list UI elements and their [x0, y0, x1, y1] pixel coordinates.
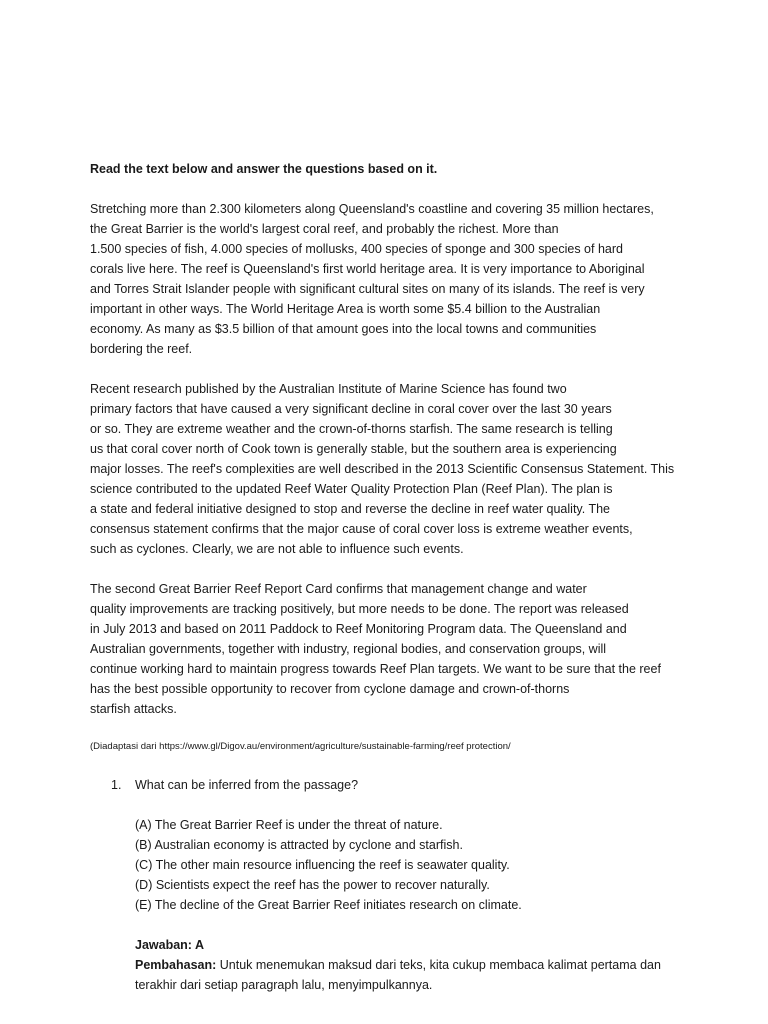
paragraph-line: major losses. The reef's complexities are well described in the 2013 Scientific Consensus Statement. This [90, 462, 675, 476]
answer-key [135, 935, 690, 955]
paragraph-line: has the best possible opportunity to recover from cyclone damage and crown-of-thorns [90, 682, 570, 696]
explanation-line-1 [135, 955, 690, 975]
option-d: (D) Scientists expect the reef has the power to recover naturally. [135, 878, 490, 892]
paragraph-line: a state and federal initiative designed to stop and reverse the decline in reef water quality. The [90, 502, 610, 516]
paragraph-3 [90, 579, 690, 719]
paragraph-line: consensus statement confirms that the major cause of coral cover loss is extreme weather events, [90, 522, 633, 536]
paragraph-1 [90, 199, 690, 359]
paragraph-line: starfish attacks. [90, 702, 177, 716]
question-1 [90, 775, 690, 995]
question-number: 1. [111, 778, 122, 792]
option-a: (A) The Great Barrier Reef is under the threat of nature. [135, 818, 443, 832]
option-b: (B) Australian economy is attracted by cyclone and starfish. [135, 838, 463, 852]
option-e: (E) The decline of the Great Barrier Reef initiates research on climate. [135, 898, 522, 912]
answer-label: Jawaban: A [135, 938, 205, 952]
paragraph-line: The second Great Barrier Reef Report Card confirms that management change and water [90, 582, 587, 596]
paragraph-line: or so. They are extreme weather and the crown-of-thorns starfish. The same research is telling [90, 422, 613, 436]
paragraph-line: bordering the reef. [90, 342, 193, 356]
paragraph-line: primary factors that have caused a very significant decline in coral cover over the last 30 years [90, 402, 612, 416]
paragraph-line: Australian governments, together with industry, regional bodies, and conservation groups, will [90, 642, 607, 656]
answer-options [135, 815, 690, 915]
paragraph-2 [90, 379, 690, 559]
document-page [90, 159, 690, 995]
paragraph-line: continue working hard to maintain progress towards Reef Plan targets. We want to be sure that the reef [90, 662, 661, 676]
explanation-label: Pembahasan: [135, 958, 217, 972]
explanation [135, 955, 690, 995]
paragraph-line: such as cyclones. Clearly, we are not able to influence such events. [90, 542, 464, 556]
paragraph-line: 1.500 species of fish, 4.000 species of mollusks, 400 species of sponge and 300 species of hard [90, 242, 623, 256]
paragraph-line: and Torres Strait Islander people with significant cultural sites on many of its islands. The reef is very [90, 282, 645, 296]
option-c: (C) The other main resource influencing the reef is seawater quality. [135, 858, 510, 872]
paragraph-line: quality improvements are tracking positively, but more needs to be done. The report was released [90, 602, 629, 616]
explanation-text: Untuk menemukan maksud dari teks, kita cukup membaca kalimat pertama dan [216, 958, 661, 972]
paragraph-line: important in other ways. The World Heritage Area is worth some $5.4 billion to the Australian [90, 302, 601, 316]
question-text: What can be inferred from the passage? [135, 778, 359, 792]
paragraph-line: Stretching more than 2.300 kilometers along Queensland's coastline and covering 35 million hectares, [90, 202, 654, 216]
paragraph-line: Recent research published by the Australian Institute of Marine Science has found two [90, 382, 567, 396]
source-citation: (Diadaptasi dari https://www.gl/Digov.au/environment/agriculture/sustainable-farming/reef protection/ [90, 741, 511, 752]
instruction-heading: Read the text below and answer the questions based on it. [90, 162, 438, 176]
paragraph-line: corals live here. The reef is Queensland's first world heritage area. It is very importance to Aboriginal [90, 262, 645, 276]
paragraph-line: science contributed to the updated Reef Water Quality Protection Plan (Reef Plan). The plan is [90, 482, 613, 496]
paragraph-line: us that coral cover north of Cook town is generally stable, but the southern area is experiencing [90, 442, 617, 456]
explanation-line-2: terakhir dari setiap paragraph lalu, menyimpulkannya. [135, 978, 433, 992]
paragraph-line: economy. As many as $3.5 billion of that amount goes into the local towns and communities [90, 322, 597, 336]
paragraph-line: in July 2013 and based on 2011 Paddock to Reef Monitoring Program data. The Queensland and [90, 622, 627, 636]
paragraph-line: the Great Barrier is the world's largest coral reef, and probably the richest. More than [90, 222, 559, 236]
